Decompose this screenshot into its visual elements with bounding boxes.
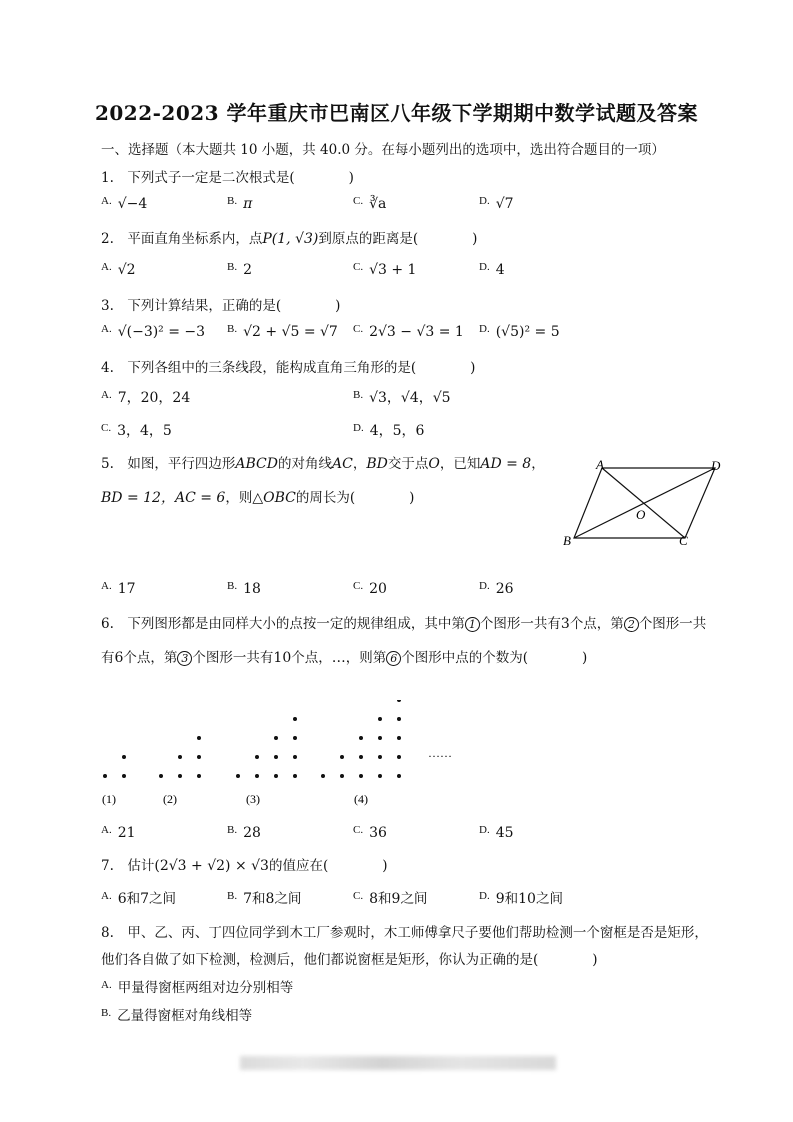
q7-option-b[interactable]: $^{B.}$ 7和8之间	[227, 890, 302, 907]
blurred-footer-watermark	[240, 1056, 556, 1070]
q5-option-d[interactable]: $^{D.}$ 26	[479, 580, 514, 597]
dot	[397, 700, 401, 702]
vertex-b-label: B	[563, 533, 571, 548]
q4-option-b[interactable]: $^{B.}$ √3，√4，√5	[353, 389, 451, 406]
q8-option-a[interactable]: $^{A.}$ 甲量得窗框两组对边分别相等	[101, 979, 294, 996]
dot	[359, 755, 363, 759]
circled-1: 1	[465, 617, 480, 632]
dot	[236, 774, 240, 778]
q3-option-b[interactable]: $^{B.}$ √2 + √5 = √7	[227, 323, 338, 340]
q5-option-a[interactable]: $^{A.}$ 17	[101, 580, 136, 597]
dot	[397, 736, 401, 740]
q5-line-1: 5. 如图，平行四边形ABCD的对角线AC，BD交于点O，已知AD = 8，	[101, 456, 545, 472]
q6-option-a[interactable]: $^{A.}$ 21	[101, 824, 136, 841]
dot	[197, 755, 201, 759]
dot-pattern-figure	[95, 700, 475, 810]
q5-option-c[interactable]: $^{C.}$ 20	[353, 580, 387, 597]
dot	[359, 774, 363, 778]
q2-option-d[interactable]: $^{D.}$ 4	[479, 261, 505, 278]
q7-stem: 7. 估计(2√3 + √2) × √3的值应在( )	[101, 858, 388, 874]
dot	[397, 717, 401, 721]
vertex-d-label: D	[711, 458, 721, 473]
dot	[197, 774, 201, 778]
dot	[178, 755, 182, 759]
dot-pattern	[103, 700, 401, 778]
page-title: 2022-2023 学年重庆市巴南区八年级下学期期中数学试题及答案	[94, 101, 699, 125]
dot	[255, 755, 259, 759]
q3-stem: 3. 下列计算结果，正确的是( )	[101, 298, 341, 314]
q2-stem: 2. 平面直角坐标系内，点P(1, √3)到原点的距离是( )	[101, 231, 478, 247]
dot	[293, 717, 297, 721]
dot	[274, 774, 278, 778]
dot	[197, 736, 201, 740]
dot	[293, 774, 297, 778]
section-heading: 一、选择题（本大题共 10 小题，共 40.0 分。在每小题列出的选项中，选出符合题目的一项）	[101, 142, 665, 158]
center-o-label: O	[636, 507, 646, 522]
q7-option-c[interactable]: $^{C.}$ 8和9之间	[353, 890, 428, 907]
q6-option-d[interactable]: $^{D.}$ 45	[479, 824, 514, 841]
q1-option-a[interactable]: $^{A.}$ √−4	[101, 195, 148, 212]
q5-line-2: BD = 12，AC = 6，则△OBC的周长为( )	[101, 490, 415, 506]
q7-option-d[interactable]: $^{D.}$ 9和10之间	[479, 890, 563, 907]
vertex-c-label: C	[679, 533, 688, 548]
ellipsis: ……	[428, 746, 452, 760]
dot	[397, 774, 401, 778]
q4-option-d[interactable]: $^{D.}$ 4，5，6	[353, 422, 425, 439]
q2-option-b[interactable]: $^{B.}$ 2	[227, 261, 253, 278]
dot	[103, 774, 107, 778]
q1-option-d[interactable]: $^{D.}$ √7	[479, 195, 514, 212]
q5-option-b[interactable]: $^{B.}$ 18	[227, 580, 261, 597]
q3-option-a[interactable]: $^{A.}$ √(−3)² = −3	[101, 323, 206, 340]
figure-1-label: (1)	[102, 792, 116, 806]
q6-line-1: 6. 下列图形都是由同样大小的点按一定的规律组成，其中第 1 个图形一共有3个点，第 2 个图形一共	[101, 616, 707, 632]
q8-line-1: 8. 甲、乙、丙、丁四位同学到木工厂参观时，木工师傅拿尺子要他们帮助检测一个窗框是否是矩形，	[101, 925, 708, 941]
dot	[321, 774, 325, 778]
dot	[255, 774, 259, 778]
figure-3-label: (3)	[246, 792, 260, 806]
dot	[340, 755, 344, 759]
q6-option-b[interactable]: $^{B.}$ 28	[227, 824, 261, 841]
q8-option-b[interactable]: $^{B.}$ 乙量得窗框对角线相等	[101, 1007, 253, 1024]
q1-stem: 1. 下列式子一定是二次根式是( )	[101, 170, 354, 186]
diagonal-bd	[574, 468, 715, 538]
q8-line-2: 他们各自做了如下检测，检测后，他们都说窗框是矩形，你认为正确的是( )	[101, 952, 598, 968]
dot	[293, 755, 297, 759]
figure-4-label: (4)	[354, 792, 368, 806]
q2-option-a[interactable]: $^{A.}$ √2	[101, 261, 136, 278]
q6-option-c[interactable]: $^{C.}$ 36	[353, 824, 387, 841]
dot	[378, 717, 382, 721]
q1-option-b[interactable]: $^{B.}$ π	[227, 195, 253, 212]
parallelogram-figure	[555, 455, 735, 555]
dot	[159, 774, 163, 778]
vertex-a-label: A	[596, 457, 604, 472]
dot	[122, 755, 126, 759]
dot	[122, 774, 126, 778]
dot	[178, 774, 182, 778]
dot	[397, 755, 401, 759]
dot	[359, 736, 363, 740]
dot	[378, 755, 382, 759]
q7-option-a[interactable]: $^{A.}$ 6和7之间	[101, 890, 177, 907]
circled-2: 2	[624, 617, 639, 632]
circled-3: 3	[177, 651, 192, 666]
q6-line-2: 有6个点，第 3 个图形一共有10个点，…，则第 6 个图形中点的个数为( )	[101, 650, 588, 666]
dot	[340, 774, 344, 778]
q2-option-c[interactable]: $^{C.}$ √3 + 1	[353, 261, 417, 278]
q3-option-c[interactable]: $^{C.}$ 2√3 − √3 = 1	[353, 323, 464, 340]
figure-2-label: (2)	[163, 792, 177, 806]
q4-option-a[interactable]: $^{A.}$ 7，20，24	[101, 389, 191, 406]
dot	[378, 774, 382, 778]
dot	[293, 736, 297, 740]
q4-option-c[interactable]: $^{C.}$ 3，4，5	[101, 422, 172, 439]
q1-option-c[interactable]: $^{C.}$ ∛a	[353, 195, 387, 212]
dot	[274, 755, 278, 759]
q3-option-d[interactable]: $^{D.}$ (√5)² = 5	[479, 323, 560, 340]
dot	[274, 736, 278, 740]
q4-stem: 4. 下列各组中的三条线段，能构成直角三角形的是( )	[101, 360, 476, 376]
circled-6: 6	[386, 651, 401, 666]
dot	[378, 736, 382, 740]
